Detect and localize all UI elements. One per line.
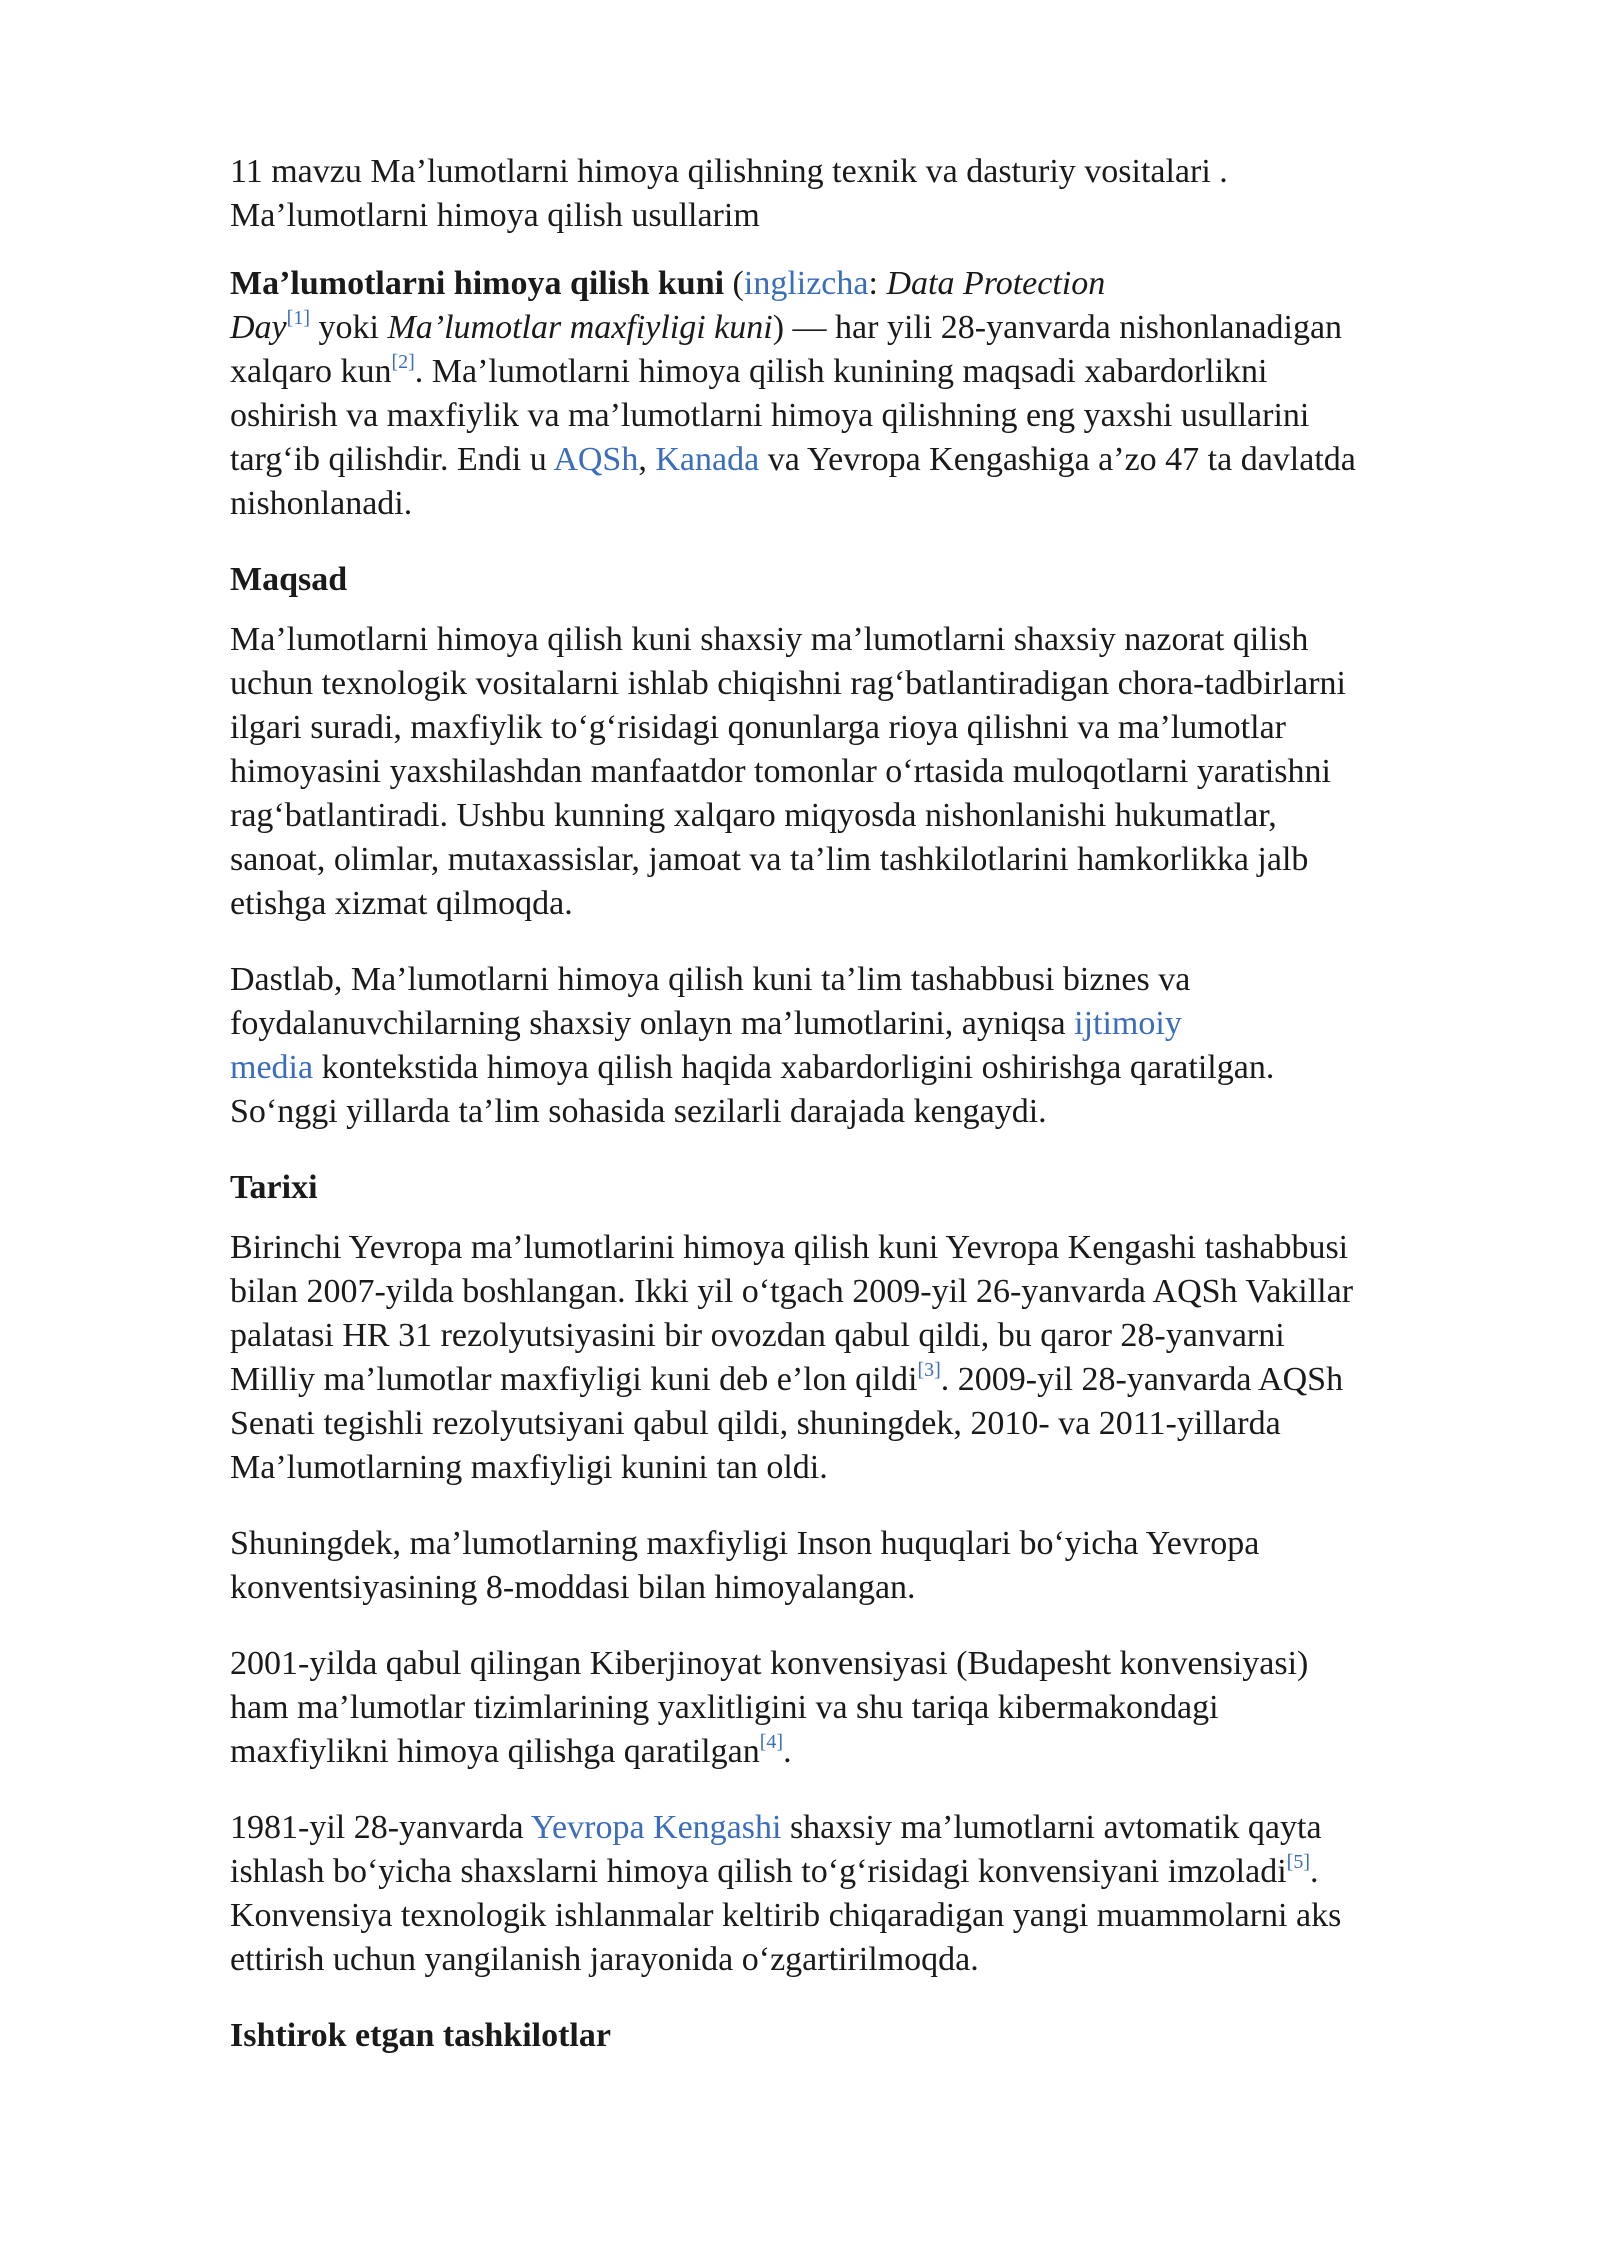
ref-3[interactable]: [3] <box>917 1359 941 1381</box>
text-line: maxfiylikni himoya qilishga qaratilgan <box>230 1733 760 1770</box>
topic-line-2: Ma’lumotlarni himoya qilish usullarim <box>230 197 760 234</box>
topic-line-1: 11 mavzu Ma’lumotlarni himoya qilishning texnik va dasturiy vositalari . <box>230 153 1228 190</box>
text-line: Milliy ma’lumotlar maxfiyligi kuni deb e’lon qildi <box>230 1361 918 1398</box>
tarixi-paragraph-1 <box>230 1226 1500 1490</box>
lead-line-6: nishonlanadi. <box>230 485 413 522</box>
text-line: etishga xizmat qilmoqda. <box>230 885 573 922</box>
text-line: Konvensiya texnologik ishlanmalar keltirib chiqaradigan yangi muammolarni aks <box>230 1897 1342 1934</box>
tarixi-paragraph-2 <box>230 1522 1500 1610</box>
text-line: 2001-yilda qabul qilingan Kiberjinoyat konvensiyasi (Budapesht konvensiyasi) <box>230 1645 1309 1682</box>
paren-open: ( <box>724 265 744 302</box>
xalqaro-text: xalqaro kun <box>230 353 392 390</box>
text-line: ilgari suradi, maxfiylik to‘g‘risidagi qonunlarga rioya qilishni va ma’lumotlar <box>230 709 1286 746</box>
english-term-1: Data Protection <box>886 265 1106 302</box>
ref-1[interactable]: [1] <box>286 307 310 329</box>
text-line: ettirish uchun yangilanish jarayonida o‘zgartirilmoqda. <box>230 1941 979 1978</box>
tarixi-paragraph-3 <box>230 1642 1500 1774</box>
period: . <box>783 1733 792 1770</box>
text-line: Ma’lumotlarning maxfiyligi kunini tan oldi. <box>230 1449 828 1486</box>
yoki-text: yoki <box>309 309 388 346</box>
maqsad-paragraph-1 <box>230 618 1500 926</box>
link-inglizcha[interactable]: inglizcha <box>743 265 869 302</box>
after-ref2-text: . Ma’lumotlarni himoya qilish kunining maqsadi xabardorlikni <box>414 353 1268 390</box>
text-line: himoyasini yaxshilashdan manfaatdor tomonlar o‘rtasida muloqotlarni yaratishni <box>230 753 1331 790</box>
comma: , <box>638 441 656 478</box>
text-line: So‘nggi yillarda ta’lim sohasida sezilarli darajada kengaydi. <box>230 1093 1047 1130</box>
text-line: shaxsiy ma’lumotlarni avtomatik qayta <box>781 1809 1322 1846</box>
english-term-2: Day <box>230 309 287 346</box>
link-kanada[interactable]: Kanada <box>655 441 760 478</box>
text-line: sanoat, olimlar, mutaxassislar, jamoat va ta’lim tashkilotlarini hamkorlikka jalb <box>230 841 1309 878</box>
heading-tarixi: Tarixi <box>230 1169 318 1206</box>
text-line: uchun texnologik vositalarni ishlab chiqishni rag‘batlantiradigan chora-tadbirlarni <box>230 665 1347 702</box>
lead-line-4: oshirish va maxfiylik va ma’lumotlarni himoya qilishning eng yaxshi usullarini <box>230 397 1310 434</box>
tarixi-paragraph-4 <box>230 1806 1500 1982</box>
document-body <box>230 150 1500 2074</box>
ref-4[interactable]: [4] <box>759 1731 784 1753</box>
text-line: konventsiyasining 8-moddasi bilan himoyalangan. <box>230 1569 916 1606</box>
alt-term: Ma’lumotlar maxfiyligi kuni <box>387 309 773 346</box>
text-line: bilan 2007-yilda boshlangan. Ikki yil o‘tgach 2009-yil 26-yanvarda AQSh Vakillar <box>230 1273 1354 1310</box>
text-line: Senati tegishli rezolyutsiyani qabul qildi, shuningdek, 2010- va 2011-yillarda <box>230 1405 1281 1442</box>
heading-ishtirok: Ishtirok etgan tashkilotlar <box>230 2017 611 2054</box>
link-yevropa-kengashi[interactable]: Yevropa Kengashi <box>530 1809 782 1846</box>
maqsad-paragraph-2 <box>230 958 1500 1134</box>
text-line: 1981-yil 28-yanvarda <box>230 1809 531 1846</box>
heading-maqsad: Maqsad <box>230 561 348 598</box>
text-line: foydalanuvchilarning shaxsiy onlayn ma’lumotlarini, ayniqsa <box>230 1005 1075 1042</box>
lead-line-5-start: targ‘ib qilishdir. Endi u <box>230 441 554 478</box>
text-line: Dastlab, Ma’lumotlarni himoya qilish kuni ta’lim tashabbusi biznes va <box>230 961 1191 998</box>
text-line: ishlash bo‘yicha shaxslarni himoya qilish to‘g‘risidagi konvensiyani imzoladi <box>230 1853 1287 1890</box>
topic-title <box>230 150 1500 238</box>
link-media[interactable]: media <box>230 1049 314 1086</box>
colon: : <box>868 265 887 302</box>
lead-term: Ma’lumotlarni himoya qilish kuni <box>230 265 725 302</box>
text-line: Birinchi Yevropa ma’lumotlarini himoya qilish kuni Yevropa Kengashi tashabbusi <box>230 1229 1349 1266</box>
ref-5[interactable]: [5] <box>1286 1851 1310 1873</box>
period: . <box>1309 1853 1319 1890</box>
link-aqsh[interactable]: AQSh <box>553 441 639 478</box>
link-ijtimoiy[interactable]: ijtimoiy <box>1074 1005 1182 1042</box>
ref-2[interactable]: [2] <box>391 351 415 373</box>
text-line: ham ma’lumotlar tizimlarining yaxlitligini va shu tariqa kibermakondagi <box>230 1689 1219 1726</box>
lead-paragraph <box>230 262 1500 526</box>
text-line: palatasi HR 31 rezolyutsiyasini bir ovozdan qabul qildi, bu qaror 28-yanvarni <box>230 1317 1285 1354</box>
text-line: kontekstida himoya qilish haqida xabardorligini oshirishga qaratilgan. <box>313 1049 1275 1086</box>
text-line: . 2009-yil 28-yanvarda AQSh <box>940 1361 1344 1398</box>
text-line: Shuningdek, ma’lumotlarning maxfiyligi Inson huquqlari bo‘yicha Yevropa <box>230 1525 1260 1562</box>
text-line: Ma’lumotlarni himoya qilish kuni shaxsiy ma’lumotlarni shaxsiy nazorat qilish <box>230 621 1309 658</box>
lead-line-5-end: va Yevropa Kengashiga a’zo 47 ta davlatda <box>759 441 1356 478</box>
text-line: rag‘batlantiradi. Ushbu kunning xalqaro miqyosda nishonlanishi hukumatlar, <box>230 797 1277 834</box>
after-alt-text: ) — har yili 28-yanvarda nishonlanadigan <box>772 309 1343 346</box>
